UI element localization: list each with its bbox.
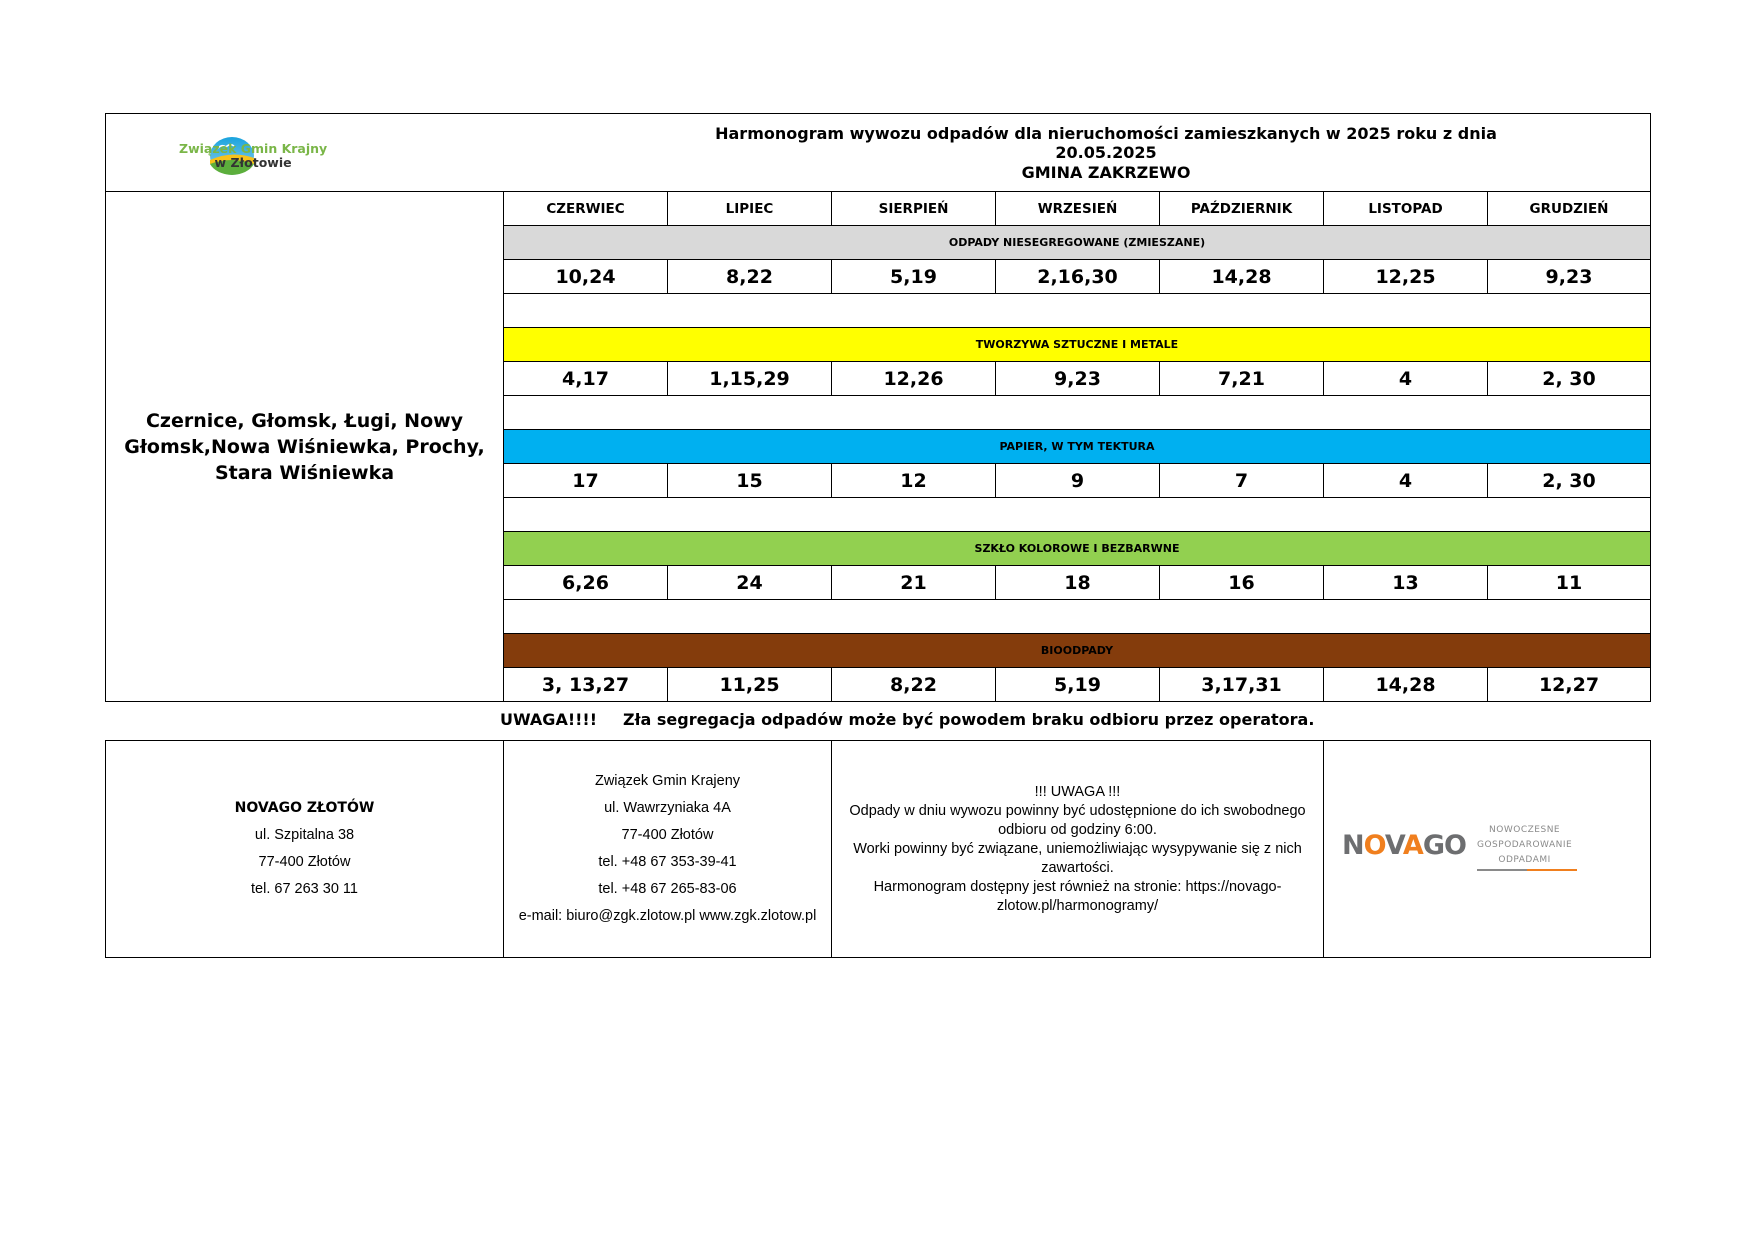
zgk-logo-line2: w Złotowie (214, 155, 292, 170)
pickup-dates: 7 (1160, 464, 1324, 498)
pickup-dates: 12,26 (832, 362, 996, 396)
pickup-dates: 7,21 (1160, 362, 1324, 396)
month-header: CZERWIEC (504, 192, 668, 226)
pickup-dates: 12,25 (1324, 260, 1488, 294)
warning-line-3: Harmonogram dostępny jest również na stronie: https://novago-zlotow.pl/harmonogramy/ (873, 878, 1282, 914)
novago-street: ul. Szpitalna 38 (254, 827, 355, 843)
contact-footer (105, 740, 1651, 958)
novago-name: NOVAGO ZŁOTÓW (234, 800, 375, 816)
zgk-contact (504, 741, 832, 958)
category-band: ODPADY NIESEGREGOWANE (ZMIESZANE) (504, 226, 1651, 260)
novago-logo (1342, 814, 1632, 884)
pickup-dates: 8,22 (832, 668, 996, 702)
row-spacer (504, 396, 1651, 430)
month-header: WRZESIEŃ (996, 192, 1160, 226)
zgk-city: 77-400 Złotów (621, 827, 714, 843)
pickup-dates: 12 (832, 464, 996, 498)
pickup-dates: 17 (504, 464, 668, 498)
novago-phone: tel. 67 263 30 11 (251, 881, 358, 897)
novago-tagline: NOWOCZESNE GOSPODAROWANIE ODPADAMI (1477, 825, 1573, 865)
zgk-name: Związek Gmin Krajeny (594, 773, 741, 789)
zgk-street: ul. Wawrzyniaka 4A (604, 800, 731, 816)
zgk-email-web: e-mail: biuro@zgk.zlotow.pl www.zgk.zlotow.pl (518, 908, 817, 924)
pickup-dates: 14,28 (1324, 668, 1488, 702)
pickup-dates: 18 (996, 566, 1160, 600)
category-band: TWORZYWA SZTUCZNE I METALE (504, 328, 1651, 362)
pickup-dates: 12,27 (1488, 668, 1651, 702)
pickup-dates: 4,17 (504, 362, 668, 396)
notice-label: UWAGA!!!! (500, 710, 598, 729)
pickup-dates: 2, 30 (1488, 464, 1651, 498)
month-header: LISTOPAD (1324, 192, 1488, 226)
pickup-dates: 9 (996, 464, 1160, 498)
pickup-dates: 15 (668, 464, 832, 498)
page-title: Harmonogram wywozu odpadów dla nieruchomości zamieszkanych w 2025 roku z dnia 20.05.2025 (715, 124, 1497, 162)
pickup-dates: 4 (1324, 464, 1488, 498)
schedule-header (106, 114, 1651, 192)
novago-wordmark: NOVAGO (1342, 830, 1466, 861)
locations-list: Czernice, Głomsk, Ługi, Nowy Głomsk,Nowa Wiśniewka, Prochy, Stara Wiśniewka (106, 192, 504, 702)
collection-warning (832, 741, 1324, 958)
warning-line-2: Worki powinny być związane, uniemożliwiając wysypywanie się z nich zawartości. (853, 840, 1302, 876)
row-spacer (504, 294, 1651, 328)
month-header: SIERPIEŃ (832, 192, 996, 226)
novago-logo-cell (1324, 741, 1651, 958)
zgk-phone-1: tel. +48 67 353-39-41 (598, 854, 737, 870)
warning-line-1: Odpady w dniu wywozu powinny być udostępnione do ich swobodnego odbioru od godziny 6:00. (849, 802, 1306, 838)
pickup-dates: 13 (1324, 566, 1488, 600)
novago-city: 77-400 Złotów (258, 854, 351, 870)
pickup-dates: 21 (832, 566, 996, 600)
pickup-dates: 3, 13,27 (504, 668, 668, 702)
pickup-dates: 3,17,31 (1160, 668, 1324, 702)
notice-text: Zła segregacja odpadów może być powodem braku odbioru przez operatora. (623, 710, 1315, 729)
pickup-dates: 11,25 (668, 668, 832, 702)
novago-underline (1477, 869, 1577, 871)
pickup-dates: 10,24 (504, 260, 668, 294)
pickup-dates: 2,16,30 (996, 260, 1160, 294)
novago-contact (106, 741, 504, 958)
zgk-logo (122, 134, 342, 178)
pickup-dates: 9,23 (1488, 260, 1651, 294)
pickup-dates: 11 (1488, 566, 1651, 600)
municipality-title: GMINA ZAKRZEWO (1021, 163, 1191, 182)
pickup-dates: 6,26 (504, 566, 668, 600)
pickup-dates: 24 (668, 566, 832, 600)
month-header: PAŹDZIERNIK (1160, 192, 1324, 226)
category-band: SZKŁO KOLOROWE I BEZBARWNE (504, 532, 1651, 566)
pickup-dates: 8,22 (668, 260, 832, 294)
row-spacer (504, 498, 1651, 532)
schedule-table (105, 113, 1651, 702)
zgk-logo-line1: Związek Gmin Krajny (179, 141, 328, 156)
pickup-dates: 2, 30 (1488, 362, 1651, 396)
pickup-dates: 14,28 (1160, 260, 1324, 294)
pickup-dates: 16 (1160, 566, 1324, 600)
pickup-dates: 5,19 (996, 668, 1160, 702)
row-spacer (504, 600, 1651, 634)
month-header: LIPIEC (668, 192, 832, 226)
pickup-dates: 5,19 (832, 260, 996, 294)
pickup-dates: 4 (1324, 362, 1488, 396)
pickup-dates: 1,15,29 (668, 362, 832, 396)
category-band: PAPIER, W TYM TEKTURA (504, 430, 1651, 464)
month-header: GRUDZIEŃ (1488, 192, 1651, 226)
category-band: BIOODPADY (504, 634, 1651, 668)
warning-title: !!! UWAGA !!! (1034, 783, 1121, 800)
pickup-dates: 9,23 (996, 362, 1160, 396)
zgk-phone-2: tel. +48 67 265-83-06 (598, 881, 737, 897)
